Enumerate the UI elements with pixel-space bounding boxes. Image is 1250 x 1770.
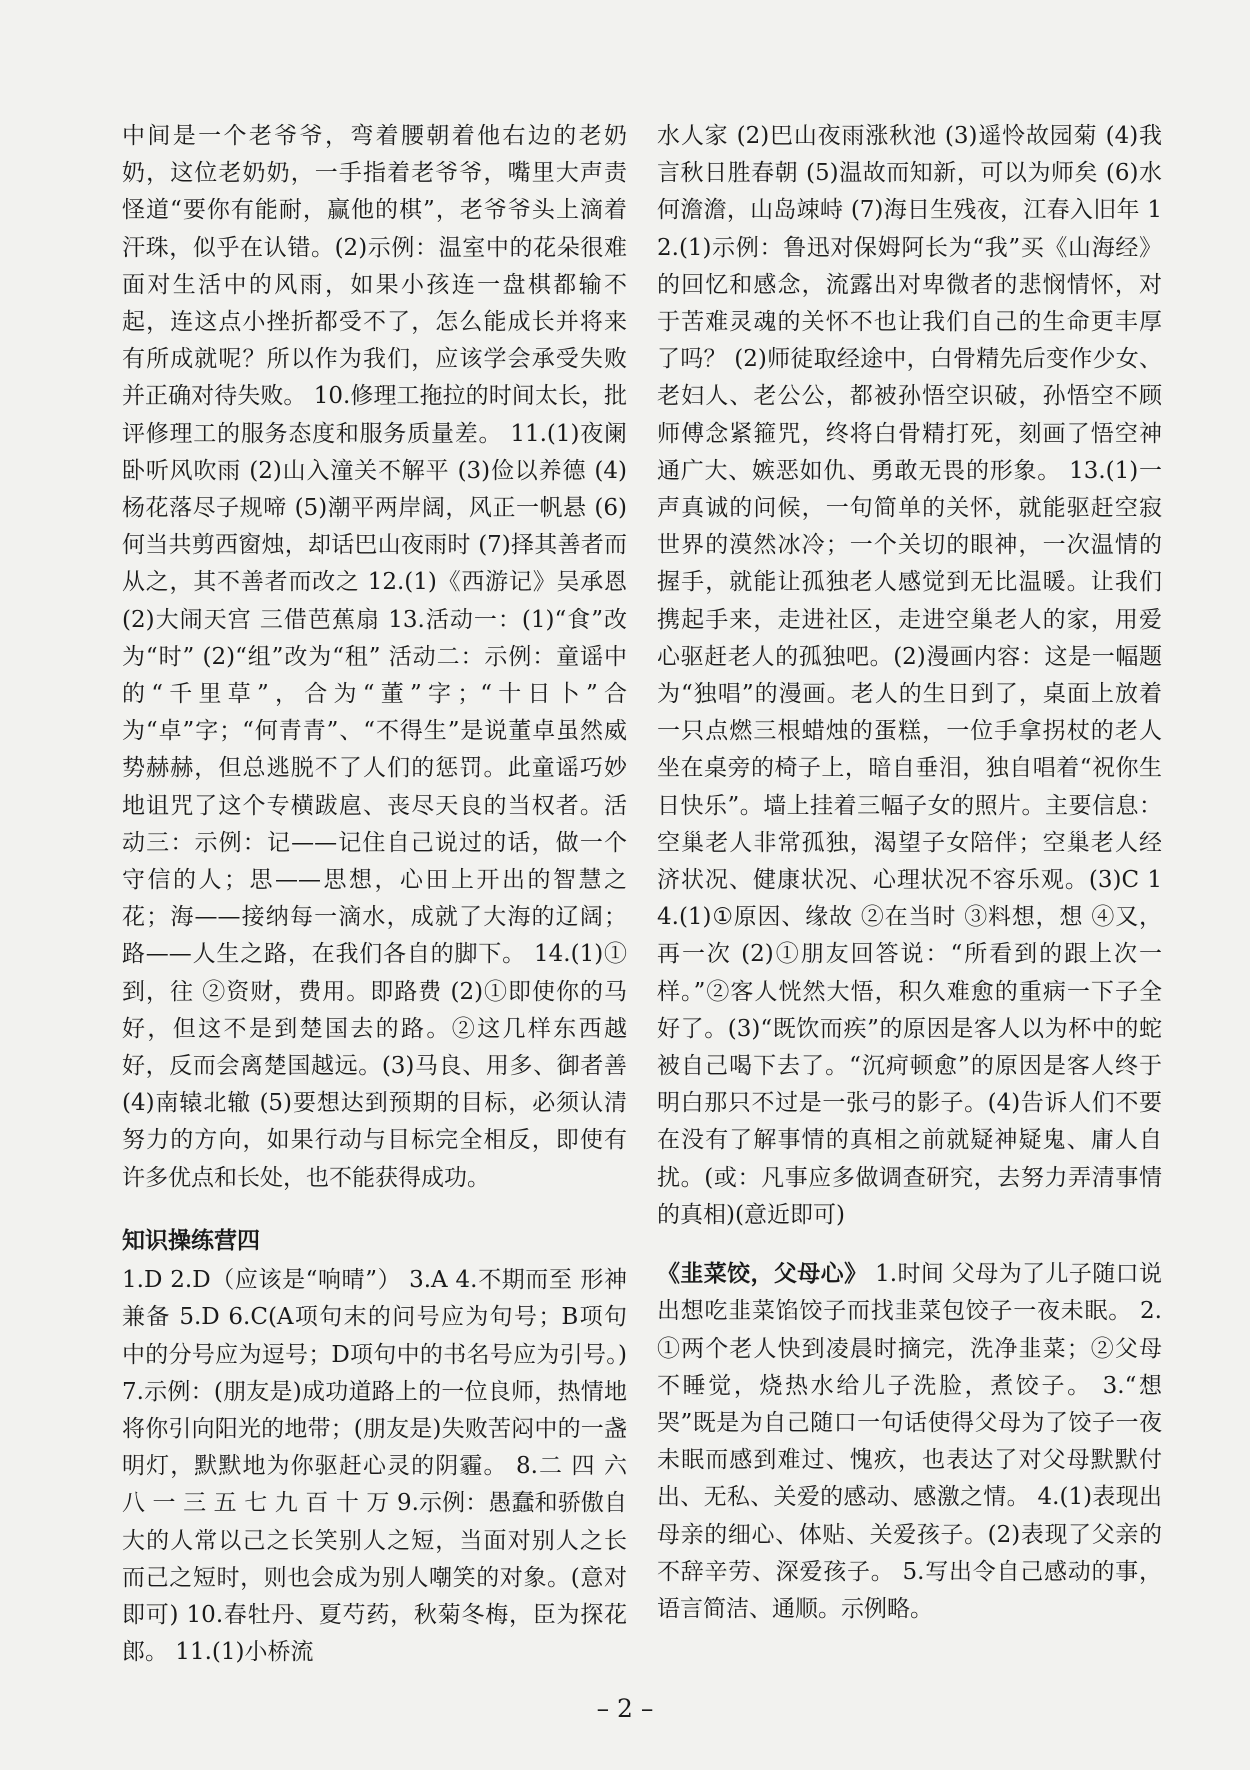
reading-answer-block bbox=[657, 1256, 1162, 1628]
article-title: 《韭菜饺，父母心》 bbox=[657, 1261, 868, 1288]
answer-block-section-four: 1.D 2.D（应该是“响晴”） 3.A 4.不期而至 形神兼备 5.D 6.C(A项句末的问号应为句号；B项句中的分号应为逗号；D项句中的书名号应为引号。) 7.示例：(朋友是)成功道路上的一位良师，热情地将你引向阳光的地带；(朋友是)失败苦闷中的一盏明灯，默默地为你驱赶心灵的阴霾。 8.二 四 六 八 一 三 五 七 九 百 十 万 9.示例：愚蠢和骄傲自大的人常以己之长笑别人之短，当面对别人之长而己之短时，则也会成为别人嘲笑的对象。(意对即可) 10.春牡丹、夏芍药，秋菊冬梅，臣为探花郎。 11.(1)小桥流 bbox=[122, 1267, 627, 1666]
reading-answers: 1.时间 父母为了儿子随口说出想吃韭菜馅饺子而找韭菜包饺子一夜未眠。 2.①两个老人快到凌晨时摘完，洗净韭菜；②父母不睡觉，烧热水给儿子洗脸，煮饺子。 3.“想哭”既是为自己随口一句话使得父母为了饺子一夜未眠而感到难过、愧疚，也表达了对父母默默付出、无私、关爱的感动、感激之情。 4.(1)表现出母亲的细心、体贴、关爱孩子。(2)表现了父亲的不辞辛劳、深爱孩子。 5.写出令自己感动的事，语言简洁、通顺。示例略。 bbox=[657, 1261, 1162, 1622]
page-number: – 2 – bbox=[596, 1694, 654, 1723]
left-column bbox=[122, 118, 627, 1671]
answer-block-right: 水人家 (2)巴山夜雨涨秋池 (3)遥怜故园菊 (4)我言秋日胜春朝 (5)温故而知新，可以为师矣 (6)水何澹澹，山岛竦峙 (7)海日生残夜，江春入旧年 12.(1)示例：鲁迅对保姆阿长为“我”买《山海经》的回忆和感念，流露出对卑微者的悲悯情怀，对于苦难灵魂的关怀不也让我们自己的生命更丰厚了吗？ (2)师徒取经途中，白骨精先后变作少女、老妇人、老公公，都被孙悟空识破，孙悟空不顾师傅念紧箍咒，终将白骨精打死，刻画了悟空神通广大、嫉恶如仇、勇敢无畏的形象。 13.(1)一声真诚的问候，一句简单的关怀，就能驱赶空寂世界的漠然冰冷；一个关切的眼神，一次温情的握手，就能让孤独老人感觉到无比温暖。让我们携起手来，走进社区，走进空巢老人的家，用爱心驱赶老人的孤独吧。(2)漫画内容：这是一幅题为“独唱”的漫画。老人的生日到了，桌面上放着一只点燃三根蜡烛的蛋糕，一位手拿拐杖的老人坐在桌旁的椅子上，暗自垂泪，独自唱着“祝你生日快乐”。墙上挂着三幅子女的照片。主要信息：空巢老人非常孤独，渴望子女陪伴；空巢老人经济状况、健康状况、心理状况不容乐观。(3)C 14.(1)①原因、缘故 ②在当时 ③料想，想 ④又，再一次 (2)①朋友回答说：“所看到的跟上次一样。”②客人恍然大悟，积久难愈的重病一下子全好了。(3)“既饮而疾”的原因是客人以为杯中的蛇被自己喝下去了。“沉疴顿愈”的原因是客人终于明白那只不过是一张弓的影子。(4)告诉人们不要在没有了解事情的真相之前就疑神疑鬼、庸人自扰。(或：凡事应多做调查研究，去努力弄清事情的真相)(意近即可) bbox=[657, 123, 1162, 1228]
right-column bbox=[657, 118, 1162, 1628]
section-title: 知识操练营四 bbox=[122, 1227, 260, 1254]
answer-block-continued: 中间是一个老爷爷，弯着腰朝着他右边的老奶奶，这位老奶奶，一手指着老爷爷，嘴里大声责怪道“要你有能耐，赢他的棋”，老爷爷头上滴着汗珠，似乎在认错。(2)示例：温室中的花朵很难面对生活中的风雨，如果小孩连一盘棋都输不起，连这点小挫折都受不了，怎么能成长并将来有所成就呢？所以作为我们，应该学会承受失败并正确对待失败。 10.修理工拖拉的时间太长，批评修理工的服务态度和服务质量差。 11.(1)夜阑卧听风吹雨 (2)山入潼关不解平 (3)俭以养德 (4)杨花落尽子规啼 (5)潮平两岸阔，风正一帆悬 (6)何当共剪西窗烛，却话巴山夜雨时 (7)择其善者而从之，其不善者而改之 12.(1)《西游记》吴承恩 (2)大闹天宫 三借芭蕉扇 13.活动一：(1)“食”改为“时” (2)“组”改为“租” 活动二：示例：童谣中的“千里草”，合为“董”字；“十日卜”合为“卓”字；“何青青”、“不得生”是说董卓虽然威势赫赫，但总逃脱不了人们的惩罚。此童谣巧妙地诅咒了这个专横跋扈、丧尽天良的当权者。活动三：示例：记——记住自己说过的话，做一个守信的人；思——思想，心田上开出的智慧之花；海——接纳每一滴水，成就了大海的辽阔；路——人生之路，在我们各自的脚下。 14.(1)①到，往 ②资财，费用。即路费 (2)①即使你的马好，但这不是到楚国去的路。②这几样东西越好，反而会离楚国越远。(3)马良、用多、御者善 (4)南辕北辙 (5)要想达到预期的目标，必须认清努力的方向，如果行动与目标完全相反，即使有许多优点和长处，也不能获得成功。 bbox=[122, 123, 627, 1191]
